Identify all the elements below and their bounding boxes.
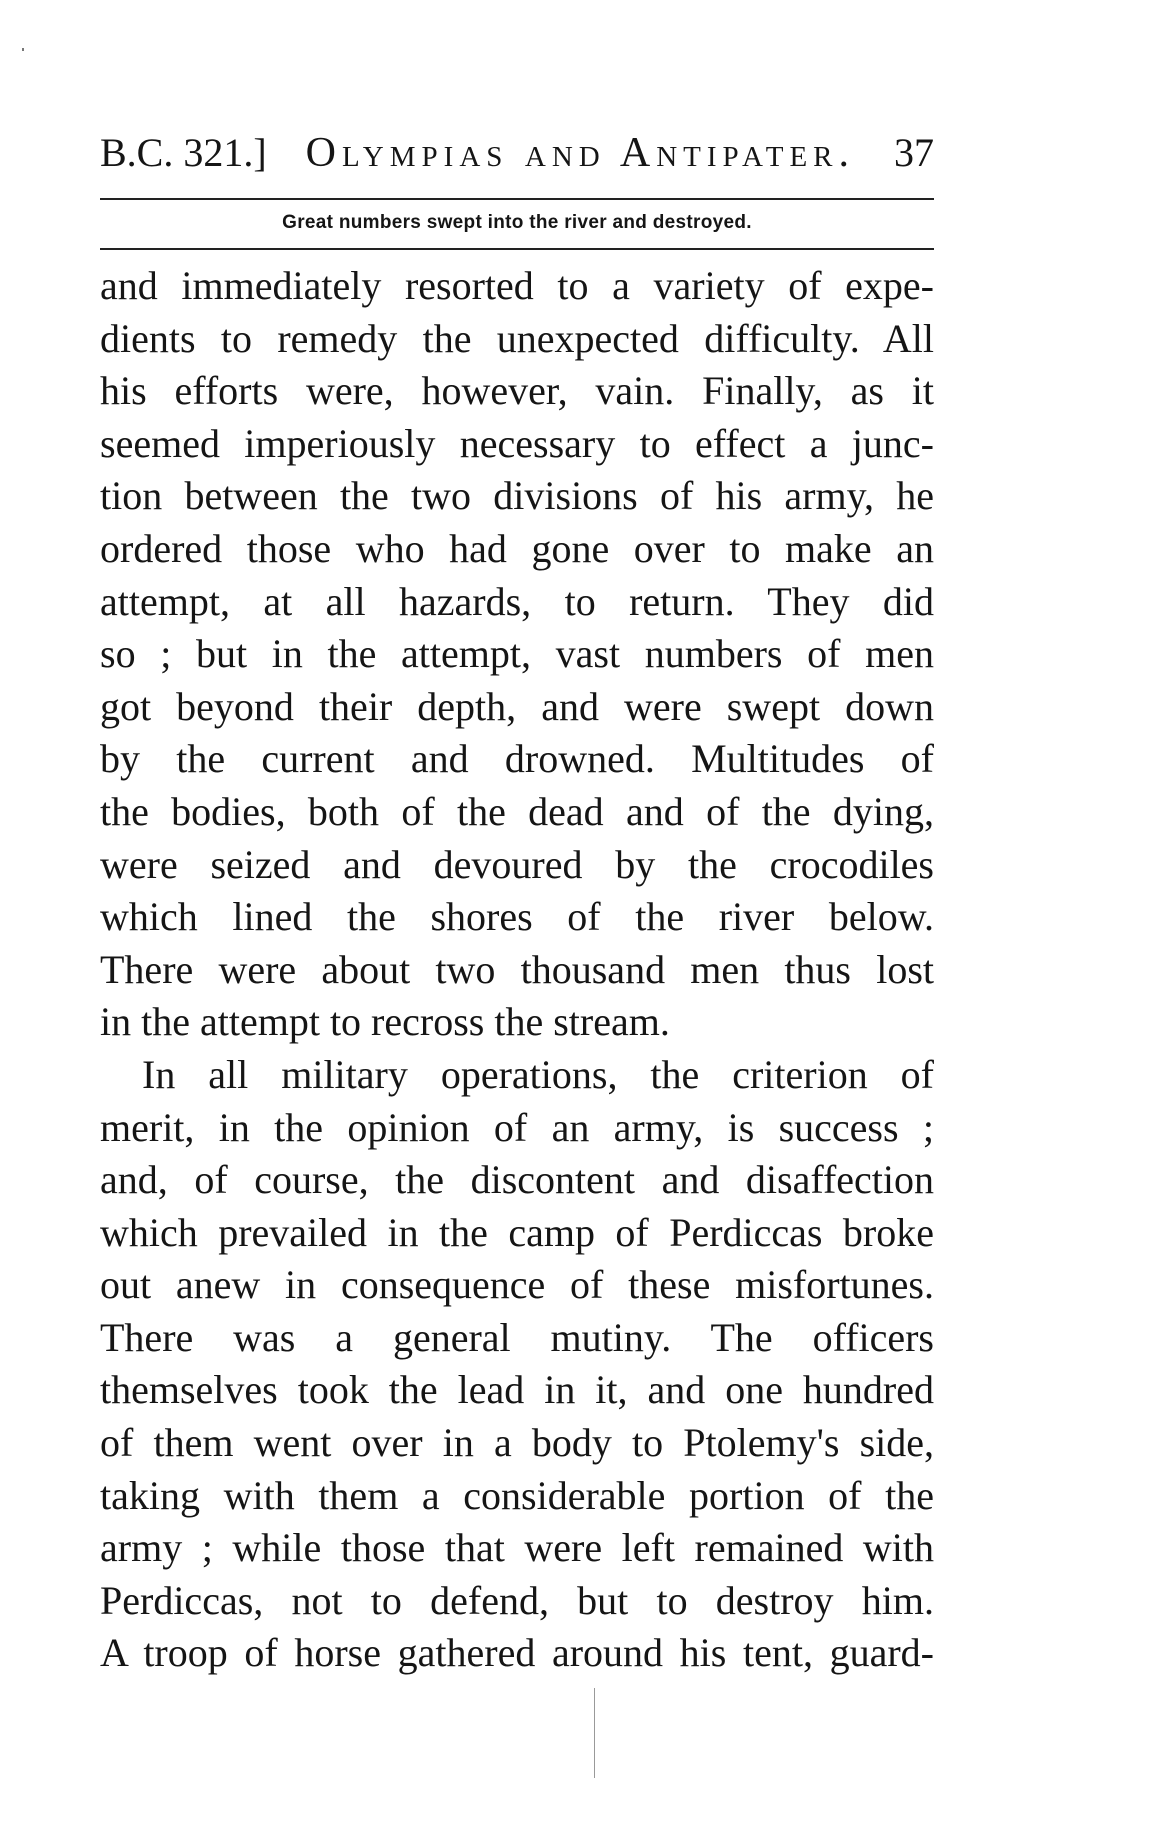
text-line: the bodies, both of the dead and of the dying, [100, 788, 934, 834]
text-line: ordered those who had gone over to make an [100, 525, 934, 571]
paragraph-end-line: in the attempt to recross the stream. [100, 999, 670, 1045]
chapter-title: Olympias and Antipater. [305, 130, 856, 176]
text-line: taking with them a considerable portion of the [100, 1472, 934, 1518]
text-line: A troop of horse gathered around his tent, guard- [100, 1630, 934, 1676]
text-line: of them went over in a body to Ptolemy's side, [100, 1420, 934, 1466]
text-line: There was a general mutiny. The officers [100, 1314, 934, 1360]
text-line: There were about two thousand men thus lost [100, 946, 934, 992]
text-line: out anew in consequence of these misfortunes. [100, 1262, 934, 1308]
text-line: army ; while those that were left remained with [100, 1525, 934, 1571]
text-line: so ; but in the attempt, vast numbers of men [100, 631, 934, 677]
text-line: dients to remedy the unexpected difficulty. All [100, 315, 934, 361]
text-line: Perdiccas, not to defend, but to destroy him. [100, 1577, 934, 1623]
paragraph-start-line: In all military operations, the criterion of [142, 1051, 934, 1097]
text-line: which lined the shores of the river below. [100, 894, 934, 940]
running-head [100, 128, 934, 178]
text-line: got beyond their depth, and were swept down [100, 683, 934, 729]
header-rule-bottom [100, 248, 934, 250]
text-line: merit, in the opinion of an army, is success ; [100, 1104, 934, 1150]
page-subhead: Great numbers swept into the river and destroyed. [282, 212, 752, 233]
page-number: 37 [893, 130, 934, 175]
text-line: tion between the two divisions of his army, he [100, 473, 934, 519]
text-line: and immediately resorted to a variety of expe- [100, 263, 934, 308]
header-rule-top [100, 198, 934, 200]
text-line: attempt, at all hazards, to return. They did [100, 578, 934, 624]
date-reference: B.C. 321.] [100, 130, 267, 175]
scan-mark [22, 48, 24, 51]
text-line: themselves took the lead in it, and one hundred [100, 1367, 934, 1413]
text-line: were seized and devoured by the crocodiles [100, 841, 934, 887]
scan-mark [594, 1688, 595, 1778]
text-line: seemed imperiously necessary to effect a junc- [100, 420, 934, 466]
text-line: his efforts were, however, vain. Finally, as it [100, 368, 934, 414]
text-line: which prevailed in the camp of Perdiccas broke [100, 1209, 934, 1255]
body-text [100, 260, 934, 1680]
text-line: and, of course, the discontent and disaffection [100, 1157, 934, 1203]
text-line: by the current and drowned. Multitudes of [100, 736, 934, 782]
